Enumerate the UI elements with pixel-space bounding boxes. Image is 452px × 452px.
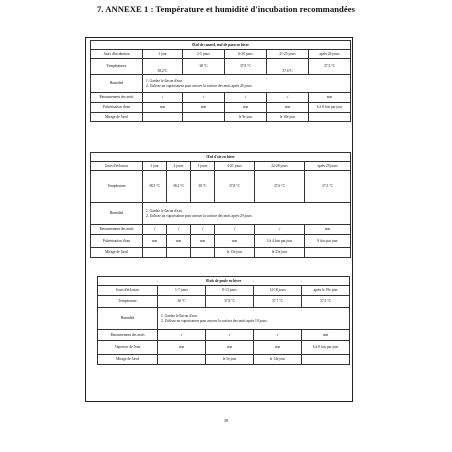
row-label: Jours d'éclosion [98,286,158,296]
spray-cell: non [158,341,206,355]
temp-cell: 38 °C [158,296,206,308]
day-cell: 14-18 jours [254,286,302,296]
temp-cell: 37,8 °C [225,59,267,75]
day-cell: 3 jours [191,162,215,171]
row-label: Jours d'incubation [91,50,143,59]
candling-cell [158,355,206,365]
turning-cell: √ [254,330,302,341]
temp-cell: 38,2°C [143,59,183,75]
humidity-instructions [143,75,351,93]
table-title: Œufs de poule en hiver [98,277,350,286]
turning-cell: √ [183,93,225,103]
turning-cell: √ [167,225,191,235]
turning-cell: √ [191,225,215,235]
candling-cell [143,113,183,122]
candling-cell: le 18e jour [267,113,309,122]
row-label: Mirage de l'œuf [98,355,158,365]
temp-cell: 37,7 °C [254,296,302,308]
turning-cell: √ [255,225,305,235]
duck-egg-table [90,40,351,122]
temp-cell: 38 °C [183,59,225,75]
row-label: Humidité [91,75,143,93]
humidity-line: 1. Gardez le flacon d'eau. [146,78,183,83]
humidity-line: 2. Utilisez un vaporisateur pour arroser la surface des œufs après 19 jours. [161,319,268,323]
day-cell: 1 jour [143,162,167,171]
spray-cell: non [206,341,254,355]
temp-cell: 37,6 °C [255,171,305,203]
row-label: Retournement des œufs [91,225,143,235]
row-label: Retournement des œufs [98,330,158,341]
temp-cell: 38 °C [191,171,215,203]
temp-cell: 37,3 °C [305,171,351,203]
row-label: Température [91,171,143,203]
table-title: Œuf de canard, œuf de paon en hiver [91,41,351,50]
chicken-egg-table [97,276,350,365]
day-cell: après le 19e jour [302,286,350,296]
turning-cell: non [309,93,351,103]
day-cell: après 26 jours [309,50,351,59]
temp-cell: 37,5 °C [302,296,350,308]
candling-cell: le 23e jour [255,248,305,258]
day-cell: 6-20 jours [225,50,267,59]
candling-cell [167,248,191,258]
page-number: 30 [223,418,229,423]
humidity-line: 1. Gardez le flacon d'eau. [146,208,183,213]
spray-cell: non [143,235,167,248]
spray-cell: non [191,235,215,248]
section-title: 7. ANNEXE 1 : Température et humidité d'incubation recommandées [96,4,356,14]
candling-cell [183,113,225,122]
candling-cell: le 13e jour [215,248,255,258]
humidity-line: 2. Utilisez un vaporisateur pour arroser la surface des œufs après 29 jours. [146,214,253,218]
temp-cell: 38,5 °C [143,171,167,203]
turning-cell: √ [158,330,206,341]
row-label: Pulvérisation d'eau [91,103,143,113]
spray-cell: non [254,341,302,355]
spray-cell: 6 à 8 fois par jour [302,341,350,355]
turning-cell: non [302,330,350,341]
temp-cell: 38,2 °C [167,171,191,203]
goose-egg-table [90,152,351,258]
spray-cell: non [143,103,183,113]
humidity-line: 1. Gardez le flacon d'eau. [161,313,198,318]
humidity-line: 2. Utilisez un vaporisateur pour arroser la surface des œufs après 26 jours. [146,84,253,88]
turning-cell: √ [215,225,255,235]
row-label: Mirage de l'œuf [91,113,143,122]
row-label: Jours d'éclosion [91,162,143,171]
turning-cell: √ [225,93,267,103]
temp-cell: 37,6°C [267,59,309,75]
spray-cell: non [215,235,255,248]
turning-cell: non [305,225,351,235]
day-cell: 1-7 jours [158,286,206,296]
turning-cell: √ [206,330,254,341]
spray-cell: non [167,235,191,248]
row-label: Humidité [98,308,158,330]
day-cell: après 29 jours [305,162,351,171]
spray-cell: 3 à 4 fois par jour [255,235,305,248]
temp-cell: 37,8 °C [206,296,254,308]
spray-cell: non [225,103,267,113]
humidity-instructions [158,308,350,330]
day-cell: 21-25 jours [267,50,309,59]
row-label: Vaporiser de l'eau [98,341,158,355]
day-cell: 2-5 jours [183,50,225,59]
turning-cell: √ [143,225,167,235]
candling-cell [309,113,351,122]
row-label: Humidité [91,203,143,225]
humidity-instructions [143,203,351,225]
row-label: Températures [91,59,143,75]
spray-cell: non [183,103,225,113]
candling-cell [305,248,351,258]
spray-cell: 8 fois par jour [305,235,351,248]
row-label: Pulvérisation d'eau [91,235,143,248]
row-label: Retournement des œufs [91,93,143,103]
day-cell: 1 jour [143,50,183,59]
day-cell: 4-21 jours [215,162,255,171]
spray-cell: non [267,103,309,113]
day-cell: 2 jours [167,162,191,171]
turning-cell: √ [143,93,183,103]
candling-cell [143,248,167,258]
candling-cell [191,248,215,258]
candling-cell: le 14e jour [254,355,302,365]
table-title: Œuf d'oie en hiver [91,153,351,162]
turning-cell: √ [267,93,309,103]
spray-cell: 6 à 8 fois par jour [309,103,351,113]
day-cell: 8-13 jours [206,286,254,296]
candling-cell: le 9e jour [225,113,267,122]
temp-cell: 37,5 °C [309,59,351,75]
day-cell: 22-28 jours [255,162,305,171]
row-label: Température [98,296,158,308]
row-label: Mirage de l'œuf [91,248,143,258]
candling-cell [302,355,350,365]
temp-cell: 37,8 °C [215,171,255,203]
candling-cell: le 5e jour [206,355,254,365]
